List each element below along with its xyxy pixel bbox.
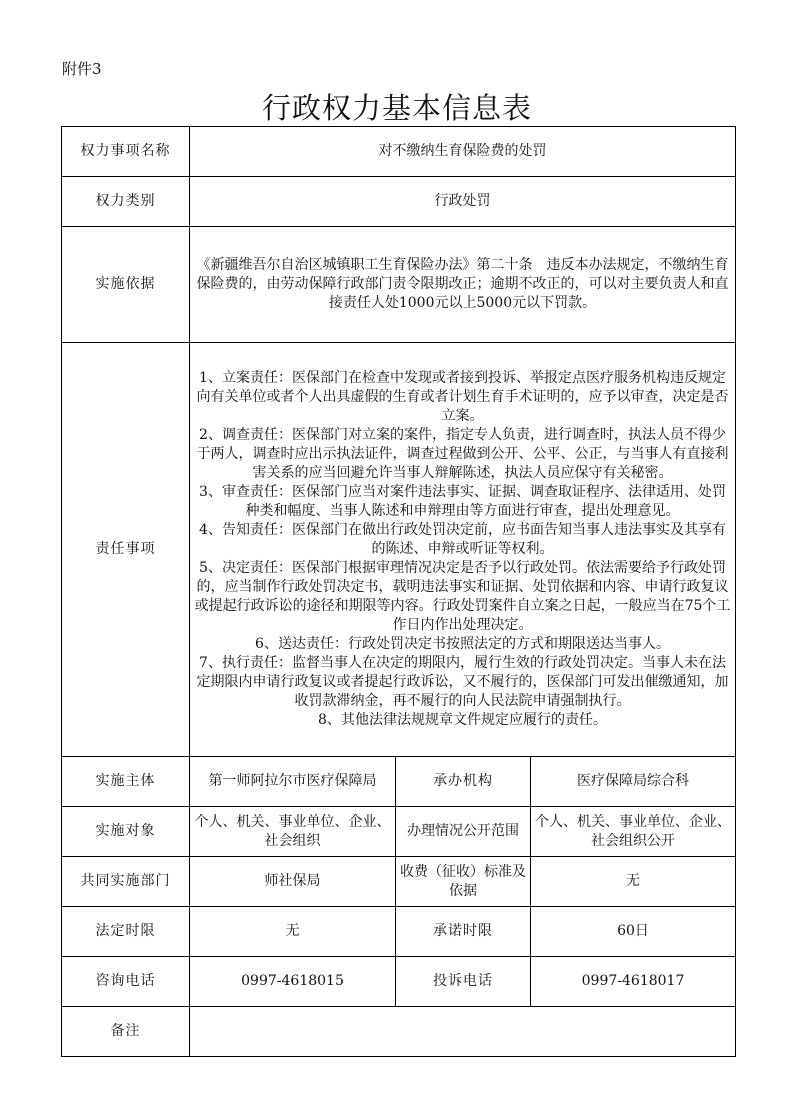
row-joint: [62, 857, 736, 907]
promised-time-limit-value: 60日: [531, 907, 736, 957]
name-value: 对不缴纳生育保险费的处罚: [190, 127, 736, 177]
basis-label: 实施依据: [62, 227, 190, 343]
target-value: 个人、机关、事业单位、企业、社会组织: [190, 807, 396, 857]
row-basis: [62, 227, 736, 343]
duty-item: 6、送达责任：行政处罚决定书按照法定的方式和期限送达当事人。: [255, 636, 670, 652]
duty-item: 4、告知责任：医保部门在做出行政处罚决定前，应书面告知当事人违法事实及其享有的陈述、申辩或听证等权利。: [199, 522, 726, 557]
duties-label: 责任事项: [62, 343, 190, 757]
row-category: [62, 177, 736, 227]
duty-item: 5、决定责任：医保部门根据审理情况决定是否予以行政处罚。依法需要给予行政处罚的，应当制作行政处罚决定书，载明违法事实和证据、处罚依据和内容、申请行政复议或提起行政诉讼的途径和期限等内容。行政处罚案件自立案之日起，一般应当在75个工作日内作出处理决定。: [194, 560, 731, 633]
handling-org-label: 承办机构: [396, 757, 531, 807]
complaint-phone-label: 投诉电话: [396, 957, 531, 1007]
name-label: 权力事项名称: [62, 127, 190, 177]
legal-time-limit-value: 无: [190, 907, 396, 957]
target-label: 实施对象: [62, 807, 190, 857]
complaint-phone-value: 0997-4618017: [531, 957, 736, 1007]
page-title: 行政权力基本信息表: [261, 91, 532, 125]
promised-time-limit-label: 承诺时限: [396, 907, 531, 957]
row-phone: [62, 957, 736, 1007]
subject-label: 实施主体: [62, 757, 190, 807]
duty-item: 2、调查责任：医保部门对立案的案件，指定专人负责，进行调查时，执法人员不得少于两人，调查时应出示执法证件，调查过程做到公开、公平、公正，与当事人有直接利害关系的应当回避允许当事人辩解陈述，执法人员应保守有关秘密。: [196, 427, 729, 481]
disclosure-scope-label: 办理情况公开范围: [396, 807, 531, 857]
basis-value: 《新疆维吾尔自治区城镇职工生育保险办法》第二十条 违反本办法规定，不缴纳生育保险费的，由劳动保障行政部门责令限期改正；逾期不改正的，可以对主要负责人和直接责任人处1000元以上5000元以下罚款。: [190, 227, 736, 343]
row-target: [62, 807, 736, 857]
fee-standard-label: 收费（征收）标准及依据: [396, 857, 531, 907]
row-name: [62, 127, 736, 177]
info-table: [61, 126, 736, 1057]
remarks-value: [190, 1007, 736, 1057]
joint-dept-value: 师社保局: [190, 857, 396, 907]
fee-standard-value: 无: [531, 857, 736, 907]
handling-org-value: 医疗保障局综合科: [531, 757, 736, 807]
subject-value: 第一师阿拉尔市医疗保障局: [190, 757, 396, 807]
remarks-label: 备注: [62, 1007, 190, 1057]
category-label: 权力类别: [62, 177, 190, 227]
consult-phone-label: 咨询电话: [62, 957, 190, 1007]
consult-phone-value: 0997-4618015: [190, 957, 396, 1007]
duty-item: 7、执行责任：监督当事人在决定的期限内，履行生效的行政处罚决定。当事人未在法定期限内申请行政复议或者提起行政诉讼，又不履行的，医保部门可发出催缴通知，加收罚款滞纳金，再不履行的向人民法院申请强制执行。: [196, 655, 729, 709]
row-time-limit: [62, 907, 736, 957]
category-value: 行政处罚: [190, 177, 736, 227]
duties-list: [190, 343, 736, 757]
row-remarks: [62, 1007, 736, 1057]
row-subject: [62, 757, 736, 807]
duty-item: 3、审查责任：医保部门应当对案件违法事实、证据、调查取证程序、法律适用、处罚种类和幅度、当事人陈述和申辩理由等方面进行审查，提出处理意见。: [199, 484, 726, 519]
disclosure-scope-value: 个人、机关、事业单位、企业、社会组织公开: [531, 807, 736, 857]
legal-time-limit-label: 法定时限: [62, 907, 190, 957]
attachment-label: 附件3: [62, 60, 102, 78]
duty-item: 8、其他法律法规规章文件规定应履行的责任。: [318, 712, 607, 728]
joint-dept-label: 共同实施部门: [62, 857, 190, 907]
row-duties: [62, 343, 736, 757]
duty-item: 1、立案责任：医保部门在检查中发现或者接到投诉、举报定点医疗服务机构违反规定向有关单位或者个人出具虚假的生育或者计划生育手术证明的，应予以审查，决定是否立案。: [196, 370, 729, 424]
